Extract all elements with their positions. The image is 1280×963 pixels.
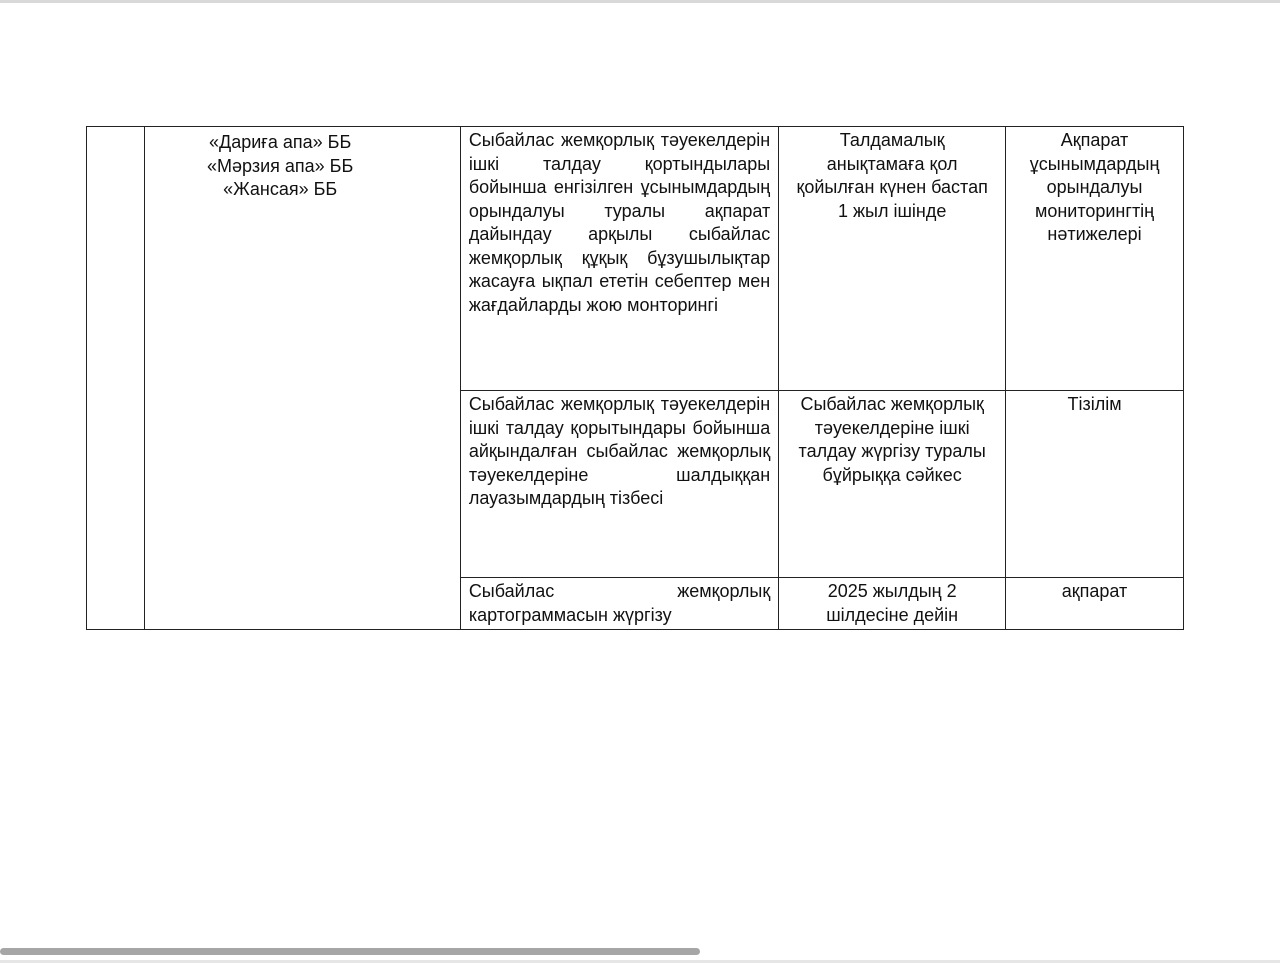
term-cell: Сыбайлас жемқорлық тәуекелдеріне ішкі талдау жүргізу туралы бұйрыққа сәйкес [779, 391, 1006, 578]
organization-name: «Мәрзия апа» ББ [207, 155, 354, 176]
plan-table [86, 126, 1184, 630]
row-number-cell [87, 127, 145, 630]
scrollbar-thumb[interactable] [0, 948, 700, 955]
term-cell: 2025 жылдың 2 шілдесіне дейін [779, 578, 1006, 630]
completion-form-cell: Ақпарат ұсынымдардың орындалуы мониторингтің нәтижелері [1006, 127, 1184, 391]
activity-cell: Сыбайлас жемқорлық тәуекелдерін ішкі талдау қортындылары бойынша енгізілген ұсынымдардың орындалуы туралы ақпарат дайындау арқылы сыбайлас жемқорлық құқық бұзушылықтар жасауға ықпал ететін себептер мен жағдайларды жою монторингі [460, 127, 778, 391]
activity-cell: Сыбайлас жемқорлық картограммасын жүргізу [460, 578, 778, 630]
activity-cell: Сыбайлас жемқорлық тәуекелдерін ішкі талдау қорытындары бойынша айқындалған сыбайлас жемқорлық тәуекелдеріне шалдыққан лауазымдардың тізбесі [460, 391, 778, 578]
table-row [87, 127, 1184, 391]
organization-name: «Жансая» ББ [223, 179, 338, 199]
term-cell: Талдамалық анықтамаға қол қойылған күнен бастап 1 жыл ішінде [779, 127, 1006, 391]
completion-form-cell: ақпарат [1006, 578, 1184, 630]
completion-form-cell: Тізілім [1006, 391, 1184, 578]
organizations-cell [144, 127, 460, 630]
top-divider [0, 0, 1280, 3]
organization-name: «Дариға апа» ББ [209, 132, 352, 152]
